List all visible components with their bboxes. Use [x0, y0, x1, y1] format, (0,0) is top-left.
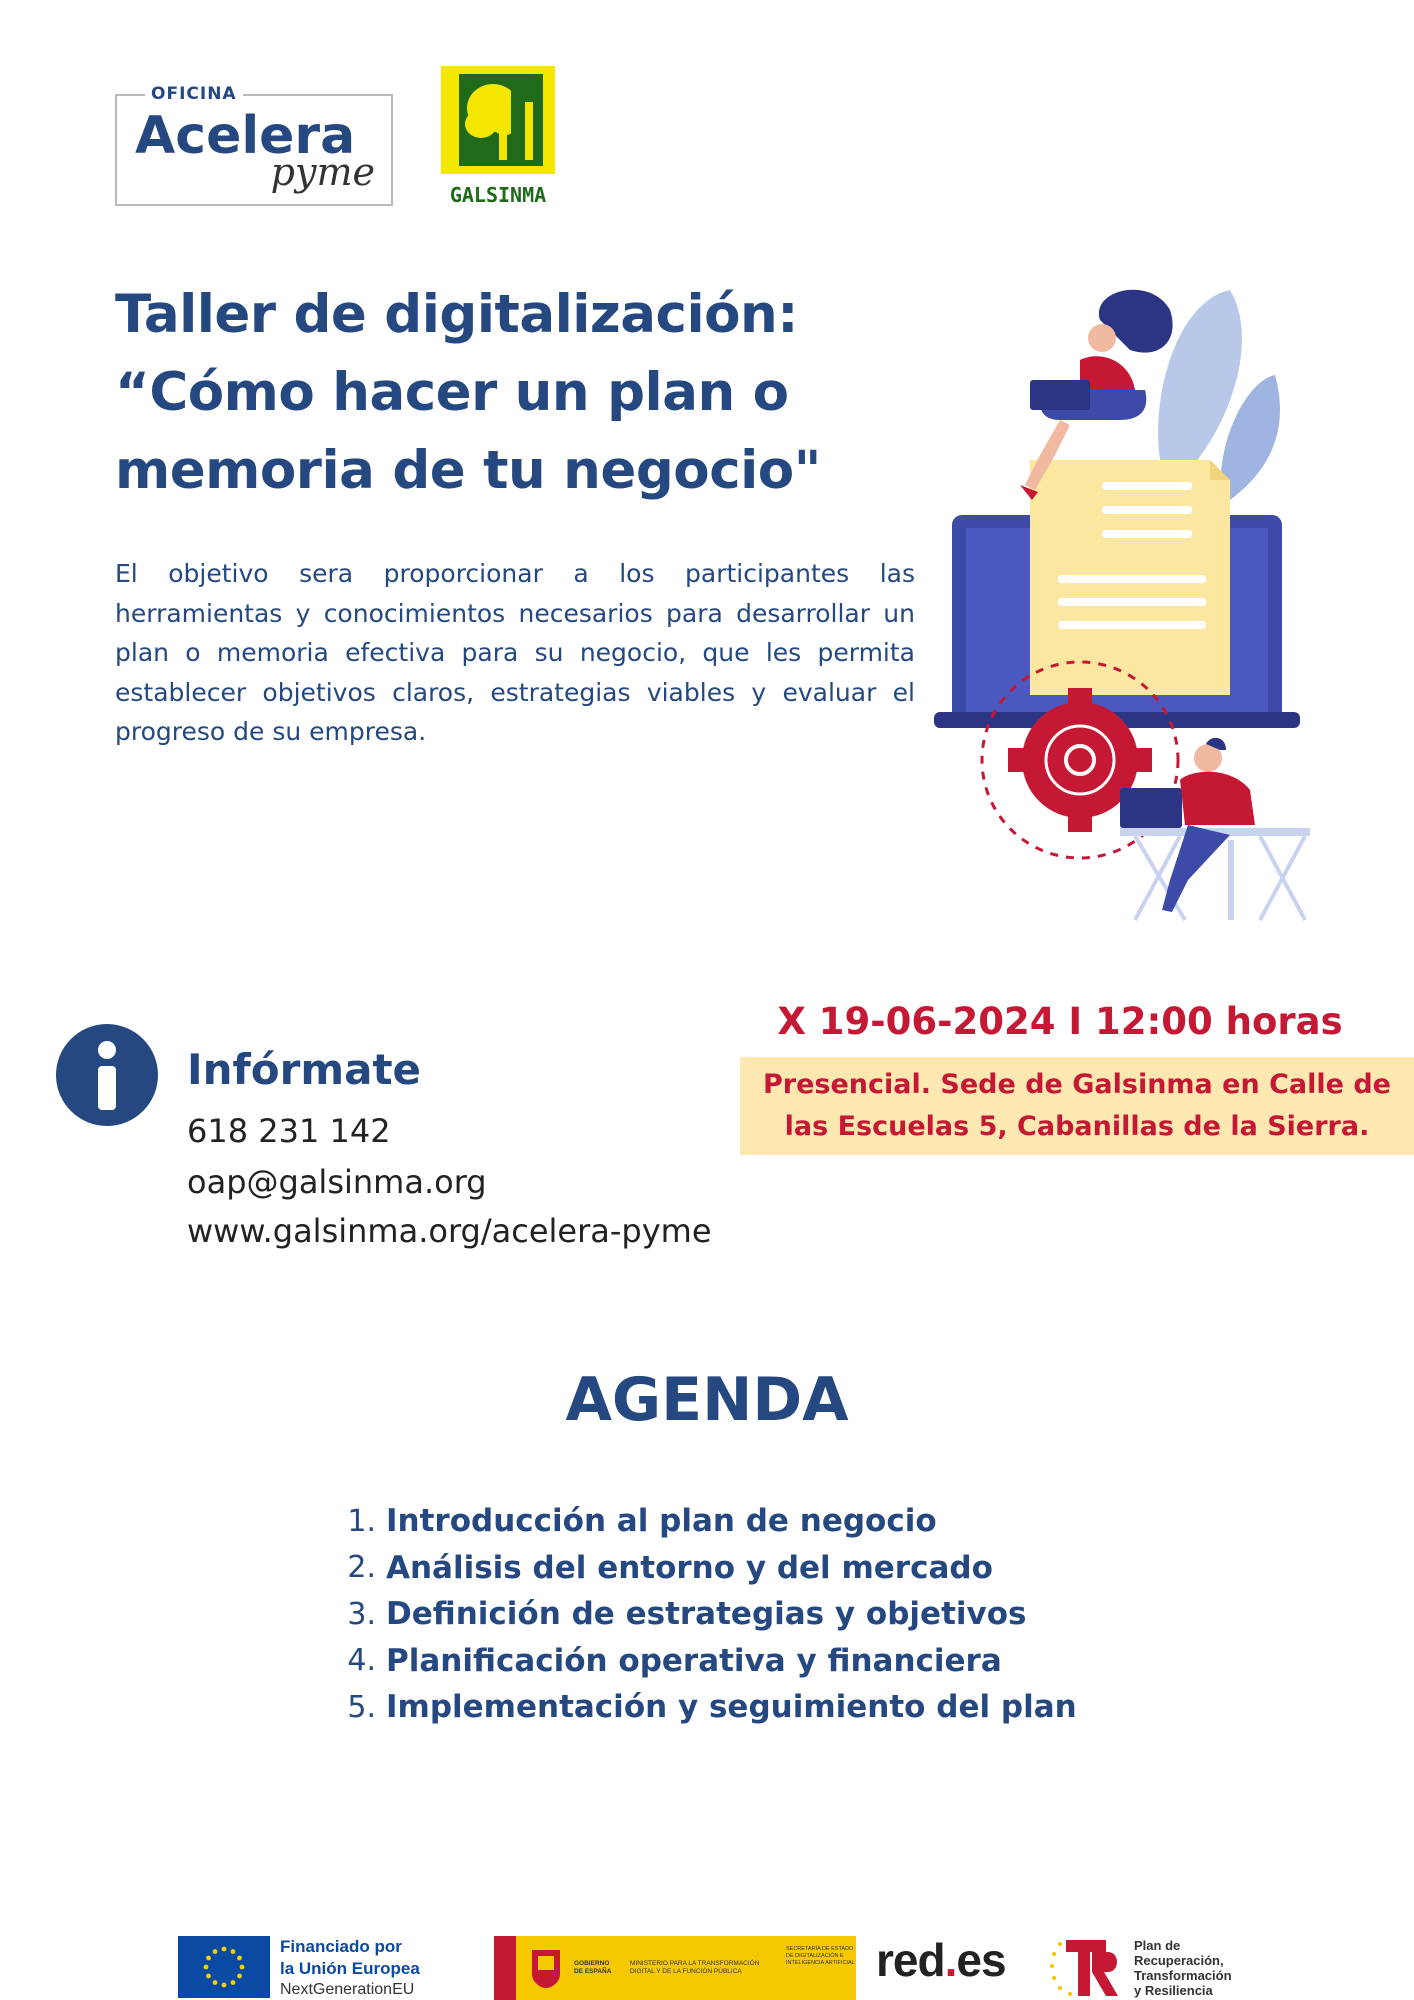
- acelera-pyme-logo: [115, 84, 393, 206]
- reds-logo: [876, 1933, 1006, 1987]
- logo-oficina-text: OFICINA: [145, 84, 243, 104]
- eu-line-3: NextGenerationEU: [280, 1981, 415, 1998]
- event-date-time: X 19-06-2024 I 12:00 horas: [777, 1000, 1343, 1043]
- eu-line-1: Financiado por: [280, 1937, 402, 1956]
- agenda-item-text: Planificación operativa y financiera: [386, 1642, 1002, 1679]
- logo-acelera-text: Acelera: [135, 106, 356, 166]
- reds-text-dot: .: [944, 1934, 957, 1986]
- agenda-title: AGENDA: [565, 1365, 849, 1435]
- agenda-item-number: 4.: [347, 1643, 376, 1679]
- event-venue-text: [763, 1064, 1391, 1148]
- spain-shield-icon: [526, 1946, 566, 1990]
- agenda-item: [340, 1591, 1077, 1638]
- venue-line-2: las Escuelas 5, Cabanillas de la Sierra.: [784, 1111, 1370, 1142]
- agenda-item-text: Introducción al plan de negocio: [386, 1503, 937, 1540]
- galsinma-logo: [441, 66, 555, 208]
- gobierno-label: GOBIERNO DE ESPAÑA: [574, 1960, 612, 1975]
- agenda-item-number: 5.: [347, 1689, 376, 1725]
- agenda-item: [340, 1545, 1077, 1592]
- galsinma-name: GALSINMA: [449, 183, 547, 207]
- ministerio-label: MINISTERIO PARA LA TRANSFORMACIÓN DIGITAL Y DE LA FUNCIÓN PÚBLICA: [630, 1960, 760, 1975]
- agenda-item-text: Análisis del entorno y del mercado: [386, 1549, 993, 1586]
- prtr-line-4: y Resiliencia: [1134, 1983, 1213, 1998]
- agenda-item-number: 3.: [347, 1596, 376, 1632]
- contact-email[interactable]: oap@galsinma.org: [187, 1163, 487, 1201]
- workshop-description: El objetivo sera proporcionar a los participantes las herramientas y conocimientos necesarios para desarrollar un plan o memoria efectiva para su negocio, que les permita establecer objetivos claros, estrategias viables y evaluar el progreso de su empresa.: [115, 559, 915, 746]
- title-line-3: memoria de tu negocio": [115, 440, 821, 501]
- secretaria-label: SECRETARÍA DE ESTADO DE DIGITALIZACIÓN E INTELIGENCIA ARTIFICIAL: [786, 1946, 855, 1966]
- reds-text-b: es: [956, 1934, 1006, 1986]
- agenda-item-number: 2.: [347, 1550, 376, 1586]
- info-heading: Infórmate: [187, 1045, 422, 1094]
- gobierno-red-stripe: [494, 1936, 516, 2000]
- prtr-logo-icon: [1048, 1934, 1124, 2000]
- business-plan-illustration: [930, 280, 1310, 940]
- agenda-item: [340, 1638, 1077, 1685]
- title-line-2: “Cómo hacer un plan o: [115, 362, 789, 423]
- agenda-item-text: Definición de estrategias y objetivos: [386, 1596, 1027, 1633]
- contact-website[interactable]: www.galsinma.org/acelera-pyme: [187, 1212, 712, 1250]
- title-line-1: Taller de digitalización:: [115, 284, 798, 345]
- agenda-item: [340, 1684, 1077, 1731]
- funding-footer: [0, 1928, 1414, 2000]
- agenda-item-text: Implementación y seguimiento del plan: [386, 1689, 1077, 1726]
- event-venue-box: [740, 1057, 1414, 1155]
- logo-pyme-text: pyme: [270, 150, 375, 194]
- eu-line-2: la Unión Europea: [280, 1959, 420, 1978]
- prtr-text: [1134, 1938, 1232, 1998]
- eu-flag-icon: [178, 1936, 270, 1998]
- agenda-list: [340, 1498, 1077, 1731]
- prtr-line-2: Recuperación,: [1134, 1953, 1224, 1968]
- agenda-item-number: 1.: [347, 1503, 376, 1539]
- eu-funding-text: [280, 1936, 420, 2000]
- prtr-line-3: Transformación: [1134, 1968, 1232, 1983]
- venue-line-1: Presencial. Sede de Galsinma en Calle de: [762, 1069, 1391, 1100]
- info-icon: [56, 1024, 158, 1126]
- page-title: [115, 276, 875, 510]
- agenda-item: [340, 1498, 1077, 1545]
- contact-phone[interactable]: 618 231 142: [187, 1112, 391, 1150]
- prtr-line-1: Plan de: [1134, 1938, 1181, 1953]
- reds-text-a: red: [876, 1934, 945, 1986]
